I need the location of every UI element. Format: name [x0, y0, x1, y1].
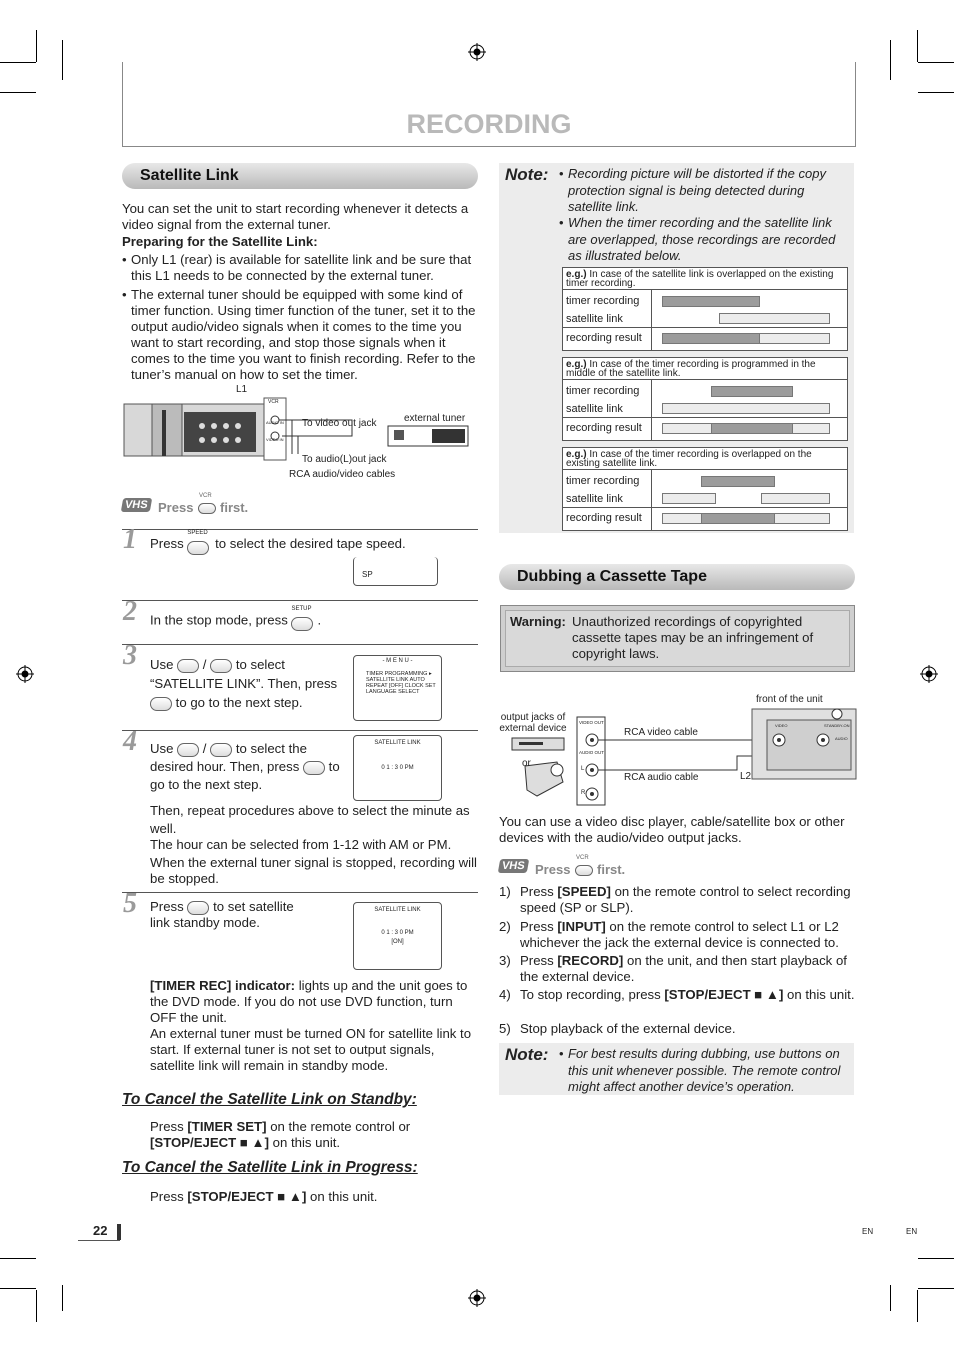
stop-eject-key: [STOP/EJECT ■ ▲] — [664, 987, 784, 1002]
step-4-note-3: When the external tuner signal is stopped, recording will be stopped. — [150, 855, 477, 886]
step-3-use: Use — [150, 657, 174, 672]
down-button-icon — [210, 659, 232, 673]
step-2-number: 2 — [123, 596, 137, 627]
warning-label: Warning: — [510, 614, 566, 629]
page-number: 22 — [93, 1223, 108, 1238]
result-bar-timer — [711, 423, 793, 434]
video-jack-label: To video out jack — [302, 418, 377, 429]
right-button-icon — [150, 697, 172, 711]
vcr-button-icon — [198, 503, 216, 514]
step-2-desc: In the stop mode, press — [150, 612, 288, 628]
stop-eject-key: [STOP/EJECT ■ ▲] — [150, 1135, 269, 1150]
result-bar-timer — [701, 513, 775, 524]
dubbing-illustration — [497, 706, 857, 806]
timer-rec-indicator-label: [TIMER REC] indicator: — [150, 978, 296, 993]
step-number: 4) — [499, 987, 511, 1002]
note-bullet-1-text: Recording picture will be distorted if the copy protection signal is being detected during satellite link. — [568, 166, 826, 214]
registration-mark-icon — [16, 665, 34, 683]
step-2-text — [150, 606, 322, 631]
or-label: or — [522, 758, 531, 769]
l2-label: L2 — [740, 771, 752, 782]
timer-rec-indicator-text — [150, 978, 478, 1026]
language-code: EN — [906, 1227, 918, 1236]
vhs-badge: VHS — [498, 859, 529, 873]
language-code: EN — [862, 1227, 874, 1236]
row-recording-result: recording result — [566, 512, 642, 524]
menu-screen-title: - M E N U - — [382, 658, 413, 664]
dubbing-note: • For best results during dubbing, use buttons on this unit whenever possible. The remote control might affect another device’s operation. — [559, 1046, 849, 1096]
table-2-caption: In case of the timer recording is programmed in the middle of the satellite link. — [566, 359, 816, 379]
step-3-select: to select — [235, 657, 285, 672]
registration-mark-icon — [920, 665, 938, 683]
timer-set-key: [TIMER SET] — [187, 1119, 267, 1134]
satellite-intro: You can set the unit to start recording whenever it detects a video signal from the external tuner. — [122, 201, 469, 232]
step-4-hour: desired hour. Then, press — [150, 759, 300, 774]
cancel-standby-press: Press — [150, 1119, 184, 1134]
standby-screen-value: 0 1 : 3 0 PM — [381, 930, 414, 936]
result-bar-satellite — [759, 333, 830, 344]
front-of-unit-label: front of the unit — [756, 694, 823, 705]
result-bar-timer — [662, 333, 760, 344]
step-press: Press — [520, 919, 554, 934]
crop-mark — [890, 40, 891, 80]
timer-rec-indicator-desc: lights up and the unit goes to the DVD mode. If you do not use DVD function, turn OFF the unit. — [150, 978, 468, 1025]
satellite-bar — [719, 313, 830, 324]
satellite-hour-screen — [353, 735, 442, 801]
cancel-standby-heading: To Cancel the Satellite Link on Standby: — [122, 1091, 417, 1108]
step-desc: on the unit, and then start playback of the external device. — [520, 953, 847, 984]
crop-mark — [890, 1285, 891, 1311]
step-5-set: to set satellite — [213, 899, 294, 914]
front-video-label: VIDEO — [775, 723, 788, 728]
dubbing-heading: Dubbing a Cassette Tape — [499, 564, 855, 590]
cancel-standby-text — [150, 1119, 478, 1151]
audio-r-label: R — [581, 790, 586, 796]
row-recording-result: recording result — [566, 332, 642, 344]
crop-mark — [917, 30, 918, 62]
timer-bar — [701, 476, 775, 487]
cancel-standby-unit: on this unit. — [272, 1135, 341, 1150]
step-5-text — [150, 899, 350, 931]
crop-mark — [0, 92, 36, 93]
step-desc: To stop recording, press — [520, 987, 661, 1002]
step-4-use: Use — [150, 741, 174, 756]
table-3-header — [563, 448, 847, 470]
video-in-label: VIDEO IN — [266, 437, 284, 442]
overlap-table-1 — [562, 267, 848, 351]
rca-cables-label: RCA audio/video cables — [289, 469, 396, 480]
crop-mark — [62, 40, 63, 80]
step-number: 3) — [499, 953, 511, 968]
table-separator — [563, 417, 847, 418]
step-1-number: 1 — [123, 524, 137, 555]
crop-mark — [36, 30, 37, 62]
step-3-sat-link: “SATELLITE LINK”. Then, press — [150, 676, 338, 691]
vhs-badge: VHS — [121, 498, 152, 512]
overlap-table-2 — [562, 357, 848, 441]
setup-button — [291, 606, 317, 631]
registration-mark-icon — [468, 43, 486, 61]
up-button-icon — [177, 743, 199, 757]
up-button-icon — [177, 659, 199, 673]
note-bullet-1: • Recording picture will be distorted if the copy protection signal is being detected during satellite link. — [559, 166, 849, 216]
video-out-label: VIDEO OUT — [579, 720, 604, 725]
overlap-table-3 — [562, 447, 848, 531]
note-bullet-2-text: When the timer recording and the satellite link are overlapped, those recordings are recorded as illustrated below. — [568, 215, 836, 263]
warning-text: Unauthorized recordings of copyrighted cassette tapes may be an infringement of copyright laws. — [572, 614, 814, 661]
step-3-next: to go to the next step. — [175, 695, 303, 710]
crop-mark — [918, 92, 954, 93]
menu-screen — [353, 655, 442, 721]
vcr-button-icon — [575, 865, 593, 876]
press-vcr-first — [122, 493, 322, 518]
vcr-button-label: VCR — [576, 855, 589, 861]
stop-eject-key: [STOP/EJECT ■ ▲] — [187, 1189, 307, 1204]
step-number: 1) — [499, 884, 511, 899]
prep-bullet-1-text: Only L1 (rear) is available for satellite link and be sure that this L1 needs to be connected by the external tuner. — [131, 252, 472, 283]
speed-screen-value: SP — [362, 570, 373, 579]
cancel-standby-remote: on the remote control or — [270, 1119, 411, 1134]
divider — [122, 892, 478, 893]
press-vcr-first — [499, 857, 699, 879]
step-3-slash: / — [202, 657, 207, 672]
dubbing-note-text: For best results during dubbing, use buttons on this unit whenever possible. The remote control might affect another device’s operation. — [568, 1046, 841, 1094]
front-audio-label: AUDIO — [835, 736, 848, 741]
step-desc: on the remote control to select recording speed (SP or SLP). — [520, 884, 851, 915]
setup-button-label: SETUP — [291, 606, 312, 612]
step-4-number: 4 — [123, 726, 137, 757]
crop-mark — [0, 62, 36, 63]
divider — [122, 644, 478, 645]
speed-button — [187, 530, 211, 555]
step-4-slash: / — [202, 741, 207, 756]
speed-button-label: SPEED — [187, 530, 208, 536]
connection-illustration — [122, 396, 478, 466]
registration-mark-icon — [468, 1289, 486, 1307]
step-4-to: to — [328, 759, 340, 774]
table-separator — [651, 470, 652, 530]
right-button-icon — [187, 901, 209, 915]
rca-audio-label: RCA audio cable — [624, 772, 699, 783]
timer-bar — [711, 386, 793, 397]
speed-button-icon — [187, 541, 209, 555]
step-desc: on this unit. — [787, 987, 855, 1002]
speed-key: [SPEED] — [557, 884, 611, 899]
table-1-header — [563, 268, 847, 290]
crop-mark — [0, 1258, 36, 1259]
first-label: first. — [220, 500, 249, 515]
crop-mark — [918, 1258, 954, 1259]
result-bar-satellite — [662, 423, 712, 434]
audio-in-label: AUDIO IN — [266, 420, 284, 425]
cancel-progress-unit: on this unit. — [310, 1189, 378, 1204]
audio-jack-label: To audio(L)out jack — [302, 454, 387, 465]
eg-label: e.g.) — [566, 269, 587, 280]
step-3-number: 3 — [123, 640, 137, 671]
page-number-bar — [117, 1224, 121, 1240]
table-3-caption: In case of the timer recording is overlapped on the existing satellite link. — [566, 449, 812, 469]
crop-mark — [918, 62, 954, 63]
hour-screen-value: 0 1 : 3 0 PM — [381, 765, 414, 771]
speed-screen — [353, 557, 438, 586]
standby-on-label: STANDBY-ON — [824, 723, 850, 728]
table-separator — [563, 507, 847, 508]
table-2-header — [563, 358, 847, 380]
cancel-progress-text — [150, 1189, 478, 1205]
timer-bar — [662, 296, 760, 307]
crop-mark — [918, 1288, 954, 1289]
prep-bullet-2: • The external tuner should be equipped with some kind of timer function. Using timer function of the tuner, set it to the output audio/video signals when it comes to the time you want to start recording, and stop those signals when it comes to the time you want to finish recording. Refer to the tuner’s manual on how to set the timer. — [122, 287, 478, 383]
crop-mark — [62, 1285, 63, 1311]
dubbing-connection-diagram — [497, 692, 857, 808]
step-5-press: Press — [150, 899, 184, 914]
external-tuner-label: external tuner — [404, 413, 466, 424]
crop-mark — [36, 1290, 37, 1322]
satellite-bar — [761, 493, 830, 504]
menu-screen-items: TIMER PROGRAMMING ▸ SATELLITE LINK AUTO REPEAT [OFF] CLOCK SET LANGUAGE SELECT — [366, 671, 436, 695]
output-jacks-label: output jacks of external device — [499, 712, 567, 734]
audio-l-label: L — [581, 766, 585, 772]
step-press: Press — [520, 953, 554, 968]
row-timer-recording: timer recording — [566, 475, 640, 487]
prep-bullet-1: • Only L1 (rear) is available for satellite link and be sure that this L1 needs to be connected by the external tuner. — [122, 252, 478, 284]
eg-label: e.g.) — [566, 449, 587, 460]
divider — [122, 730, 478, 731]
dubbing-step-5 — [499, 1021, 855, 1037]
first-label: first. — [597, 862, 626, 877]
step-desc: Stop playback of the external device. — [520, 1021, 736, 1036]
step-2-end: . — [317, 612, 322, 628]
step-4-select: to select the — [235, 741, 307, 756]
prep-heading: Preparing for the Satellite Link: — [122, 234, 318, 249]
table-1-caption: In case of the satellite link is overlapped on the existing timer recording. — [566, 269, 834, 289]
step-4-text — [150, 740, 350, 794]
step-4-note-1: Then, repeat procedures above to select the minute as well. — [150, 803, 470, 836]
audio-out-label: AUDIO OUT — [579, 750, 605, 755]
page-number-rule — [78, 1240, 120, 1241]
vcr-jack-label: VCR — [268, 399, 279, 405]
step-4-next: go to the next step. — [150, 777, 263, 792]
step-5-number: 5 — [123, 888, 137, 919]
step-1-desc: to select the desired tape speed. — [215, 535, 406, 551]
dubbing-step-1 — [499, 884, 855, 916]
hour-screen-title: SATELLITE LINK — [374, 740, 421, 746]
cancel-progress-heading: To Cancel the Satellite Link in Progress: — [122, 1159, 418, 1176]
standby-screen-title: SATELLITE LINK — [374, 907, 421, 913]
note-bullet-2: • When the timer recording and the satellite link are overlapped, those recordings are recorded as illustrated below. — [559, 215, 849, 265]
step-5-mode: link standby mode. — [150, 915, 260, 930]
rca-video-label: RCA video cable — [624, 727, 698, 738]
step-1-text — [150, 530, 406, 555]
step-3-text — [150, 655, 350, 712]
result-bar-satellite — [662, 513, 702, 524]
row-recording-result: recording result — [566, 422, 642, 434]
note-label: Note: — [505, 165, 549, 184]
table-separator — [651, 380, 652, 440]
step-press: Press — [520, 884, 554, 899]
satellite-standby-screen — [353, 902, 442, 970]
input-key: [INPUT] — [557, 919, 606, 934]
row-satellite-link: satellite link — [566, 493, 623, 505]
satellite-connection-diagram — [122, 382, 478, 482]
step-1-press: Press — [150, 535, 184, 551]
note-label: Note: — [505, 1045, 549, 1064]
row-timer-recording: timer recording — [566, 385, 640, 397]
prep-bullet-2-text: The external tuner should be equipped with some kind of timer function. Using timer function of the tuner, set it to the output audio/video signals when it comes to the time you want to start recording, and stop those signals when it comes to the time you want to finish recording. Refer to the tuner’s manual on how to set the timer. — [131, 287, 476, 382]
cancel-progress-press: Press — [150, 1189, 184, 1204]
dubbing-intro: You can use a video disc player, cable/satellite box or other devices with the audio/video output jacks. — [499, 814, 845, 845]
page-title: RECORDING — [406, 109, 572, 139]
divider — [122, 529, 478, 530]
table-separator — [563, 327, 847, 328]
dubbing-step-2 — [499, 919, 855, 951]
step-4-note-2: The hour can be selected from 1-12 with AM or PM. — [150, 837, 452, 852]
step-number: 2) — [499, 919, 511, 934]
satellite-link-heading: Satellite Link — [122, 163, 478, 189]
page-title-box — [122, 62, 856, 147]
row-satellite-link: satellite link — [566, 403, 623, 415]
dubbing-step-4 — [499, 987, 855, 1003]
standby-screen-on: [ON] — [391, 939, 404, 945]
dubbing-step-3 — [499, 953, 855, 985]
down-button-icon — [210, 743, 232, 757]
vcr-button-label: VCR — [199, 493, 212, 499]
step-desc: on the remote control to select L1 or L2 whichever the jack the external device is connected to. — [520, 919, 839, 950]
right-button-icon — [303, 761, 325, 775]
row-timer-recording: timer recording — [566, 295, 640, 307]
table-separator — [651, 290, 652, 350]
crop-mark — [917, 1290, 918, 1322]
press-label: Press — [535, 862, 571, 877]
result-bar-satellite — [774, 513, 830, 524]
satellite-bar — [662, 403, 830, 414]
row-satellite-link: satellite link — [566, 313, 623, 325]
satellite-bar — [662, 493, 716, 504]
l1-label: L1 — [236, 384, 248, 395]
record-key: [RECORD] — [557, 953, 624, 968]
step-number: 5) — [499, 1021, 511, 1036]
crop-mark — [0, 1288, 36, 1289]
external-tuner-note: An external tuner must be turned ON for satellite link to start. If external tuner is not set to output signals, satellite link will remain in standby mode. — [150, 1026, 472, 1073]
setup-button-icon — [291, 617, 313, 631]
eg-label: e.g.) — [566, 359, 587, 370]
warning-box — [500, 605, 855, 672]
result-bar-satellite — [792, 423, 830, 434]
press-label: Press — [158, 500, 194, 515]
